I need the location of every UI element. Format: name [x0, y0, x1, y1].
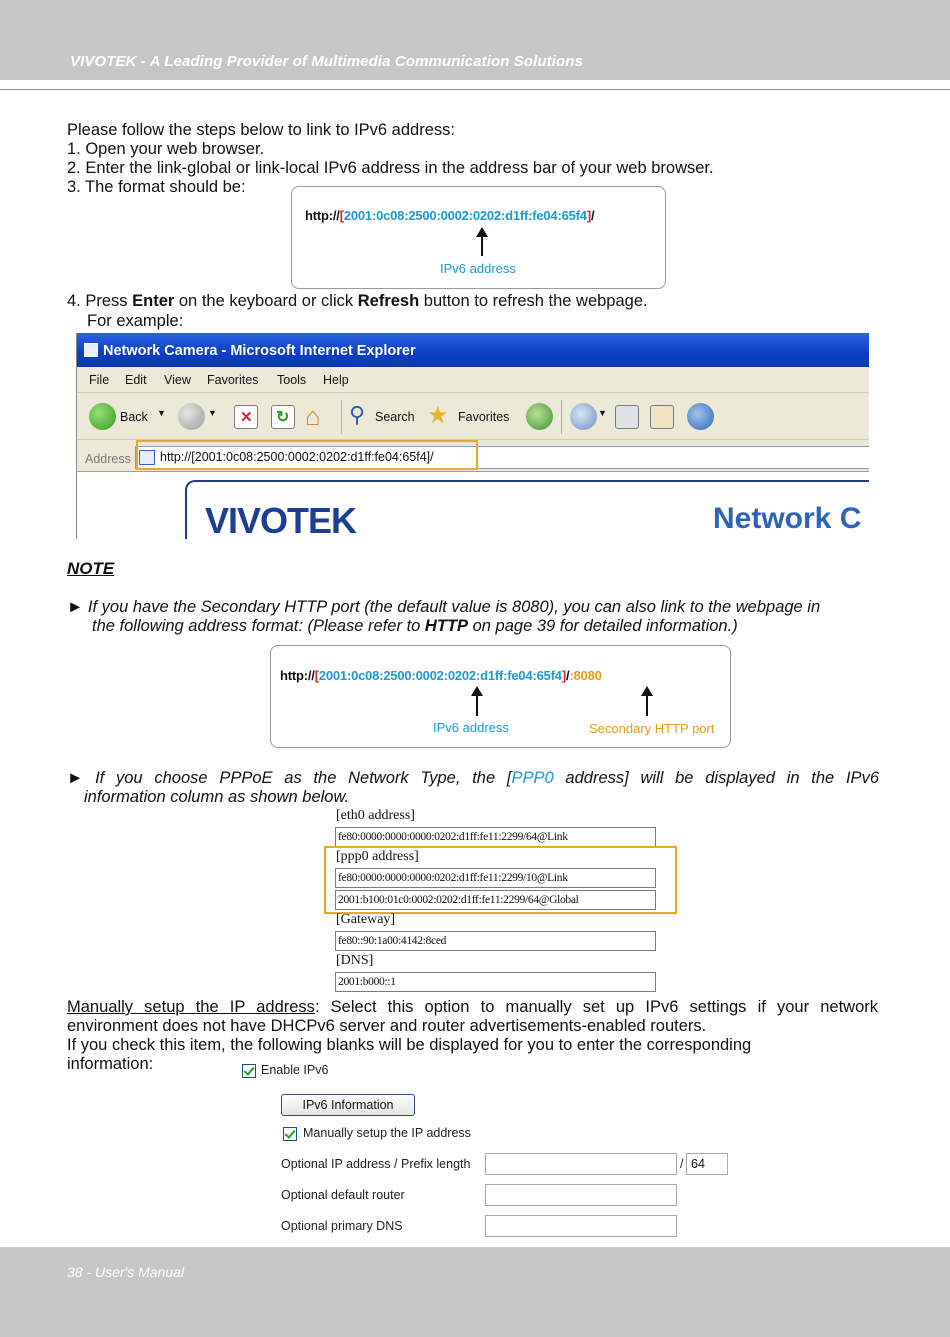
manual-setup-para: Manually setup the IP address: Select this option to manually set up IPv6 settings if your network [67, 998, 878, 1016]
address-value: http://[2001:0c08:2500:0002:0202:d1ff:fe04:65f4]/ [160, 450, 434, 464]
step-4: 4. Press Enter on the keyboard or click Refresh button to refresh the webpage. [67, 292, 648, 310]
intro-line: Please follow the steps below to link to IPv6 address: [67, 121, 455, 139]
step-3: 3. The format should be: [67, 178, 246, 196]
prefix-slash: / [680, 1157, 684, 1171]
up-arrow-icon [646, 688, 648, 716]
ppp0-label: [ppp0 address] [336, 849, 419, 864]
manual-setup-line-2: environment does not have DHCPv6 server and router advertisements-enabled routers. [67, 1017, 707, 1035]
up-arrow-icon [481, 229, 483, 256]
back-dropdown-icon[interactable]: ▼ [157, 408, 166, 418]
forward-arrow-icon[interactable] [178, 403, 205, 430]
vivotek-logo-url [214, 538, 354, 539]
ie-page-icon [84, 343, 98, 357]
toolbar-separator [561, 400, 562, 434]
gateway-label: [Gateway] [336, 912, 396, 927]
manual-setup-line-3: If you check this item, the following blanks will be displayed for you to enter the corresponding [67, 1036, 752, 1054]
manual-setup-checkbox[interactable] [283, 1127, 297, 1141]
note-title: NOTE [67, 559, 115, 578]
messenger-icon[interactable] [687, 403, 714, 430]
menu-tools[interactable]: Tools [277, 373, 307, 387]
up-arrow-icon [476, 688, 478, 716]
page-footer: 38 - User's Manual [67, 1264, 185, 1280]
url-format: http://[2001:0c08:2500:0002:0202:d1ff:fe04:65f4]/ [305, 208, 595, 223]
menu-edit[interactable]: Edit [125, 373, 147, 387]
enable-ipv6-checkbox[interactable] [242, 1064, 256, 1078]
header-title: VIVOTEK - A Leading Provider of Multimedia Communication Solutions [70, 53, 584, 70]
address-highlight [136, 440, 478, 470]
search-label[interactable]: Search [375, 410, 415, 424]
gateway-value: fe80::90:1a00:4142:8ced [335, 931, 656, 951]
optional-ip-label: Optional IP address / Prefix length [281, 1157, 471, 1171]
browser-screenshot [76, 333, 869, 539]
ipv6-address-caption: IPv6 address [433, 720, 509, 735]
address-label: Address [85, 452, 131, 466]
home-icon[interactable]: ⌂ [305, 401, 321, 431]
toolbar-separator [341, 400, 342, 434]
step-2: 2. Enter the link-global or link-local IPv6 address in the address bar of your web browser. [67, 159, 714, 177]
mail-icon[interactable] [570, 403, 597, 430]
page-heading: Network C [713, 502, 862, 535]
header-divider [0, 89, 950, 90]
ppp0-highlight [324, 846, 677, 914]
browser-toolbar [77, 394, 869, 440]
forward-dropdown-icon[interactable]: ▼ [208, 408, 217, 418]
example-label: For example: [87, 312, 184, 330]
ppp0-link-value: fe80:0000:0000:0000:0202:d1ff:fe11:2299/10@Link [335, 868, 656, 888]
optional-router-input[interactable] [485, 1184, 677, 1206]
manual-setup-label: Manually setup the IP address [303, 1126, 471, 1140]
favorites-star-icon[interactable]: ★ [427, 402, 449, 429]
mail-dropdown-icon[interactable]: ▼ [598, 408, 607, 418]
browser-title-bar [77, 333, 869, 367]
print-icon[interactable] [615, 405, 639, 429]
vivotek-logo: VIVOTEK [205, 500, 357, 539]
optional-dns-label: Optional primary DNS [281, 1219, 403, 1233]
pppoe-bullet-cont: information column as shown below. [84, 788, 350, 806]
step-1: 1. Open your web browser. [67, 140, 265, 158]
back-label[interactable]: Back [120, 410, 148, 424]
edit-icon[interactable] [650, 405, 674, 429]
secondary-port-caption: Secondary HTTP port [589, 721, 715, 736]
enable-ipv6-label: Enable IPv6 [261, 1063, 329, 1077]
note-bullet-1: ► If you have the Secondary HTTP port (the default value is 8080), you can also link to the webpage in [67, 598, 821, 616]
footer-band [0, 1247, 950, 1337]
back-arrow-icon[interactable] [89, 403, 116, 430]
note-bullet-1-cont: the following address format: (Please refer to HTTP on page 39 for detailed information.) [92, 617, 738, 635]
history-icon[interactable] [526, 403, 553, 430]
url-port-format: http://[2001:0c08:2500:0002:0202:d1ff:fe04:65f4]/:8080 [280, 668, 602, 683]
prefix-length-input[interactable]: 64 [686, 1153, 728, 1175]
manual-setup-line-4: information: [67, 1055, 154, 1073]
browser-page-area [77, 471, 869, 539]
pppoe-bullet: ► If you choose PPPoE as the Network Type, the [PPP0 address] will be displayed in the IPv6 [67, 769, 879, 787]
refresh-icon[interactable]: ↻ [271, 405, 295, 429]
dns-value: 2001:b000::1 [335, 972, 656, 992]
optional-ip-input[interactable] [485, 1153, 677, 1175]
favorites-label[interactable]: Favorites [458, 410, 510, 424]
menu-view[interactable]: View [164, 373, 191, 387]
optional-dns-input[interactable] [485, 1215, 677, 1237]
eth0-value: fe80:0000:0000:0000:0202:d1ff:fe11:2299/64@Link [335, 827, 656, 847]
eth0-label: [eth0 address] [336, 808, 415, 823]
ppp0-global-value: 2001:b100:01c0:0002:0202:d1ff:fe11:2299/64@Global [335, 890, 656, 910]
optional-router-label: Optional default router [281, 1188, 405, 1202]
search-icon[interactable]: ⚲ [349, 402, 366, 427]
menu-help[interactable]: Help [323, 373, 349, 387]
browser-menu-bar [77, 367, 869, 393]
ipv6-address-caption: IPv6 address [440, 261, 516, 276]
dns-label: [DNS] [336, 953, 374, 968]
stop-icon[interactable]: ✕ [234, 405, 258, 429]
browser-title: Network Camera - Microsoft Internet Explorer [103, 343, 416, 359]
menu-favorites[interactable]: Favorites [207, 373, 259, 387]
ipv6-information-button[interactable]: IPv6 Information [281, 1094, 415, 1116]
menu-file[interactable]: File [89, 373, 110, 387]
